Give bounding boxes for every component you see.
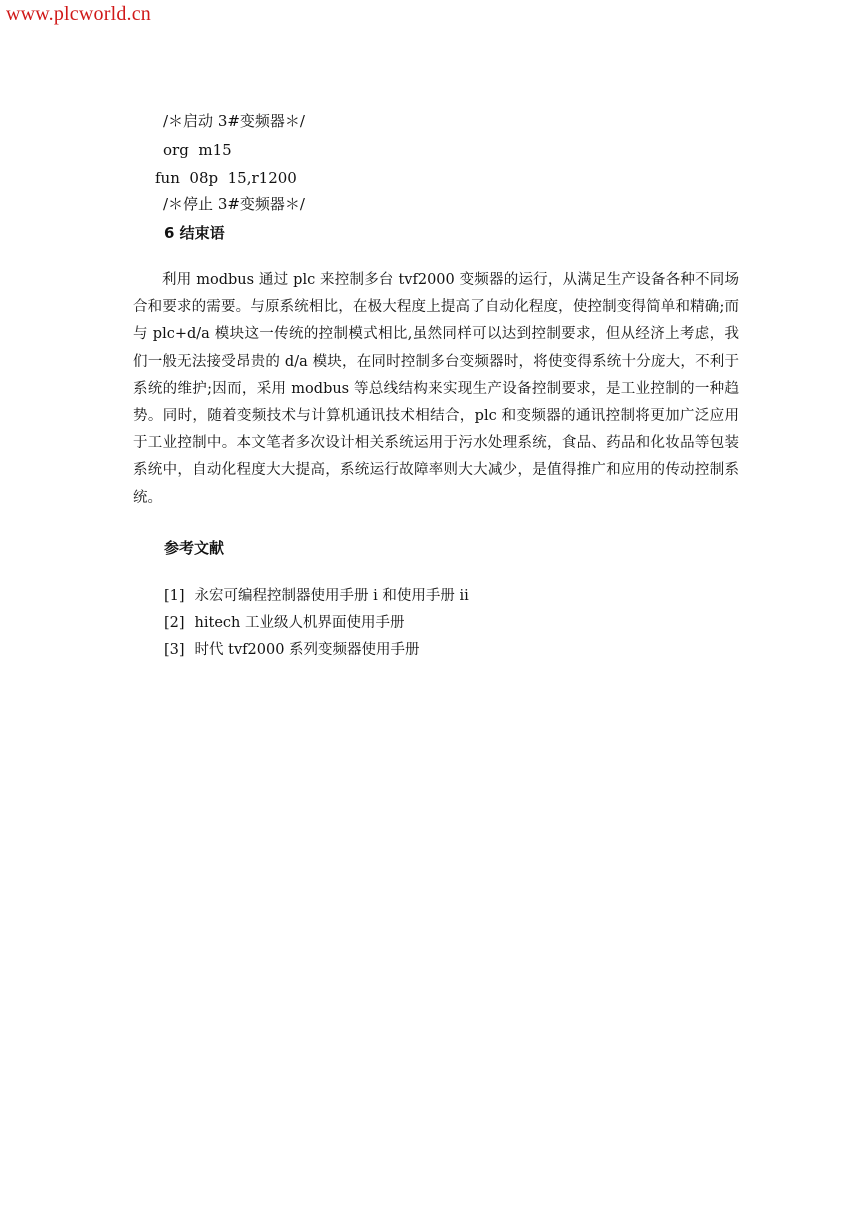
reference-number: [3] [164, 642, 185, 658]
reference-item [164, 610, 469, 637]
conclusion-paragraph: 利用 modbus 通过 plc 来控制多台 tvf2000 变频器的运行，从满足生产设备各种不同场合和要求的需要。与原系统相比，在极大程度上提高了自动化程度，使控制变得简单和精确;而与 plc+d/a 模块这一传统的控制模式相比,虽然同样可以达到控制要求，但从经济上考虑，我们一般无法接受昂贵的 d/a 模块，在同时控制多台变频器时，将使变得系统十分庞大，不利于系统的维护;因而，采用 modbus 等总线结构来实现生产设备控制要求，是工业控制的一种趋势。同时，随着变频技术与计算机通讯技术相结合，plc 和变频器的通讯控制将更加广泛应用于工业控制中。本文笔者多次设计相关系统运用于污水处理系统，食品、药品和化妆品等包装系统中，自动化程度大大提高，系统运行故障率则大大减少，是值得推广和应用的传动控制系统。 [133, 272, 739, 506]
reference-text: 时代 tvf2000 系列变频器使用手册 [194, 642, 420, 658]
section-heading-conclusion: 6 结束语 [164, 224, 225, 242]
reference-number: [1] [164, 588, 185, 604]
code-comment-start: /＊启动 3#变频器＊/ [163, 112, 305, 130]
code-fun-line: fun 08p 15,r1200 [155, 169, 297, 187]
code-org-line: org m15 [163, 141, 232, 159]
site-watermark: www.plcworld.cn [6, 3, 152, 25]
code-comment-stop: /＊停止 3#变频器＊/ [163, 195, 305, 213]
references-heading: 参考文献 [164, 539, 225, 557]
reference-text: hitech 工业级人机界面使用手册 [194, 615, 405, 631]
references-list [164, 583, 469, 664]
reference-item [164, 583, 469, 610]
reference-item [164, 637, 469, 664]
reference-text: 永宏可编程控制器使用手册 i 和使用手册 ii [194, 588, 469, 604]
reference-number: [2] [164, 615, 185, 631]
